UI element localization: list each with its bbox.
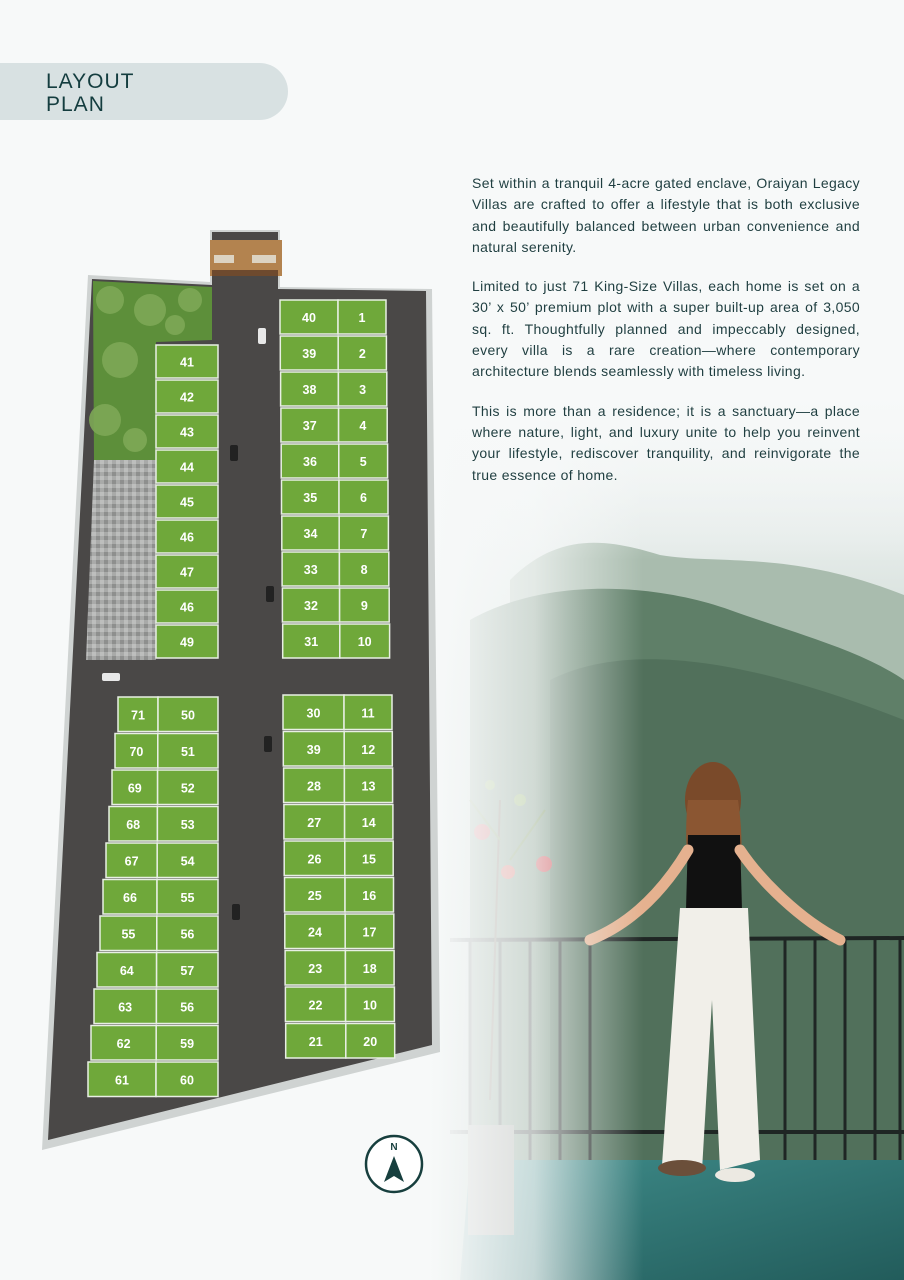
plot-label: 68 [126, 817, 141, 832]
plot-label: 4 [359, 419, 367, 433]
plot-label: 11 [361, 706, 375, 721]
plot-label: 22 [308, 998, 323, 1013]
plot-label: 38 [302, 383, 317, 397]
entrance-gate [210, 240, 282, 276]
plot-label: 55 [121, 927, 136, 942]
plot-label: 56 [180, 927, 195, 942]
plot-label: 30 [306, 706, 321, 721]
plot-label: 55 [180, 890, 195, 905]
plot-label: 32 [304, 599, 318, 613]
plot-label: 25 [307, 888, 322, 903]
plot-label: 2 [358, 347, 366, 361]
plot-label: 42 [180, 390, 194, 405]
plot-label: 69 [127, 781, 142, 796]
plot-label: 36 [303, 455, 317, 469]
plot-label: 21 [308, 1034, 323, 1049]
plot-label: 34 [303, 527, 318, 541]
plot-label: 61 [115, 1073, 129, 1088]
plot-label: 15 [362, 852, 376, 867]
plot-label: 47 [180, 565, 194, 580]
plot-label: 35 [303, 491, 318, 505]
plot-label: 40 [302, 311, 316, 325]
plot-label: 10 [363, 998, 377, 1013]
plot-label: 26 [307, 852, 322, 867]
plot-label: 70 [129, 744, 144, 759]
plot-label: 1 [358, 311, 366, 325]
plot-label: 64 [119, 963, 134, 978]
plot-label: 43 [180, 425, 194, 440]
plot-label: 23 [308, 961, 323, 976]
plot-label: 50 [181, 708, 195, 723]
plot-label: 28 [307, 779, 321, 794]
plot-label: 46 [180, 530, 194, 545]
plot-label: 59 [180, 1036, 195, 1051]
plot-label: 44 [180, 460, 194, 475]
plot-label: 57 [180, 963, 195, 978]
plot-label: 33 [303, 563, 318, 577]
plot-label: 39 [302, 347, 317, 361]
plot-label: 41 [180, 355, 194, 370]
plot-label: 71 [131, 708, 145, 723]
plot-label: 66 [123, 890, 137, 905]
page-title: LAYOUT PLAN [46, 70, 135, 116]
description-paragraph-2: Limited to just 71 King-Size Villas, each home is set on a 30’ x 50’ premium plot with a super built-up area of 3,050 sq. ft. Thoughtfully planned and impeccably designed, every villa is a rare creation—where contemporary architecture blends seamlessly with timeless living. [472, 278, 860, 380]
plot-label: 3 [359, 383, 367, 397]
plot-label: 18 [362, 961, 377, 976]
plot-label: 13 [361, 779, 376, 794]
plot-label: 5 [359, 455, 367, 469]
plot-label: 24 [308, 925, 322, 940]
compass-label: N [390, 1142, 398, 1153]
plot-label: 17 [362, 925, 377, 940]
plot-label: 14 [361, 815, 376, 830]
plot-label: 8 [360, 563, 368, 577]
compass [364, 1134, 424, 1194]
plot-label: 56 [180, 1000, 195, 1015]
plot-label: 45 [180, 495, 194, 510]
plot-label: 63 [118, 1000, 133, 1015]
paved-area [86, 460, 156, 660]
plot-label: 12 [361, 742, 376, 757]
plot-label: 6 [360, 491, 367, 505]
description-paragraph-3: This is more than a residence; it is a sanctuary—a place where nature, light, and luxury unite to help you reinvent your lifestyle, rediscover tranquility, and reinvigorate the true essence of home. [472, 402, 860, 483]
plot-label: 52 [180, 781, 195, 796]
plot-label: 46 [180, 600, 194, 615]
plot-label: 60 [180, 1073, 194, 1088]
plot-label: 37 [302, 419, 317, 433]
plot-label: 9 [360, 599, 368, 613]
plot-label: 51 [180, 744, 195, 759]
plot-label: 54 [180, 854, 195, 869]
plot-label: 31 [304, 635, 319, 649]
plot-label: 49 [180, 635, 194, 650]
plot-label: 39 [306, 742, 321, 757]
plot-label: 62 [116, 1036, 131, 1051]
plot-label: 27 [307, 815, 322, 830]
plot-label: 20 [363, 1034, 378, 1049]
plot-label: 67 [124, 854, 139, 869]
plot-label: 7 [360, 527, 368, 541]
plot-label: 53 [180, 817, 195, 832]
plot-label: 10 [357, 635, 372, 649]
plot-label: 16 [362, 888, 377, 903]
description-paragraph-1: Set within a tranquil 4-acre gated enclave, Oraiyan Legacy Villas are crafted to offer a lifestyle that is both exclusive and beautifully balanced between urban convenience and natural serenity. [472, 175, 860, 255]
